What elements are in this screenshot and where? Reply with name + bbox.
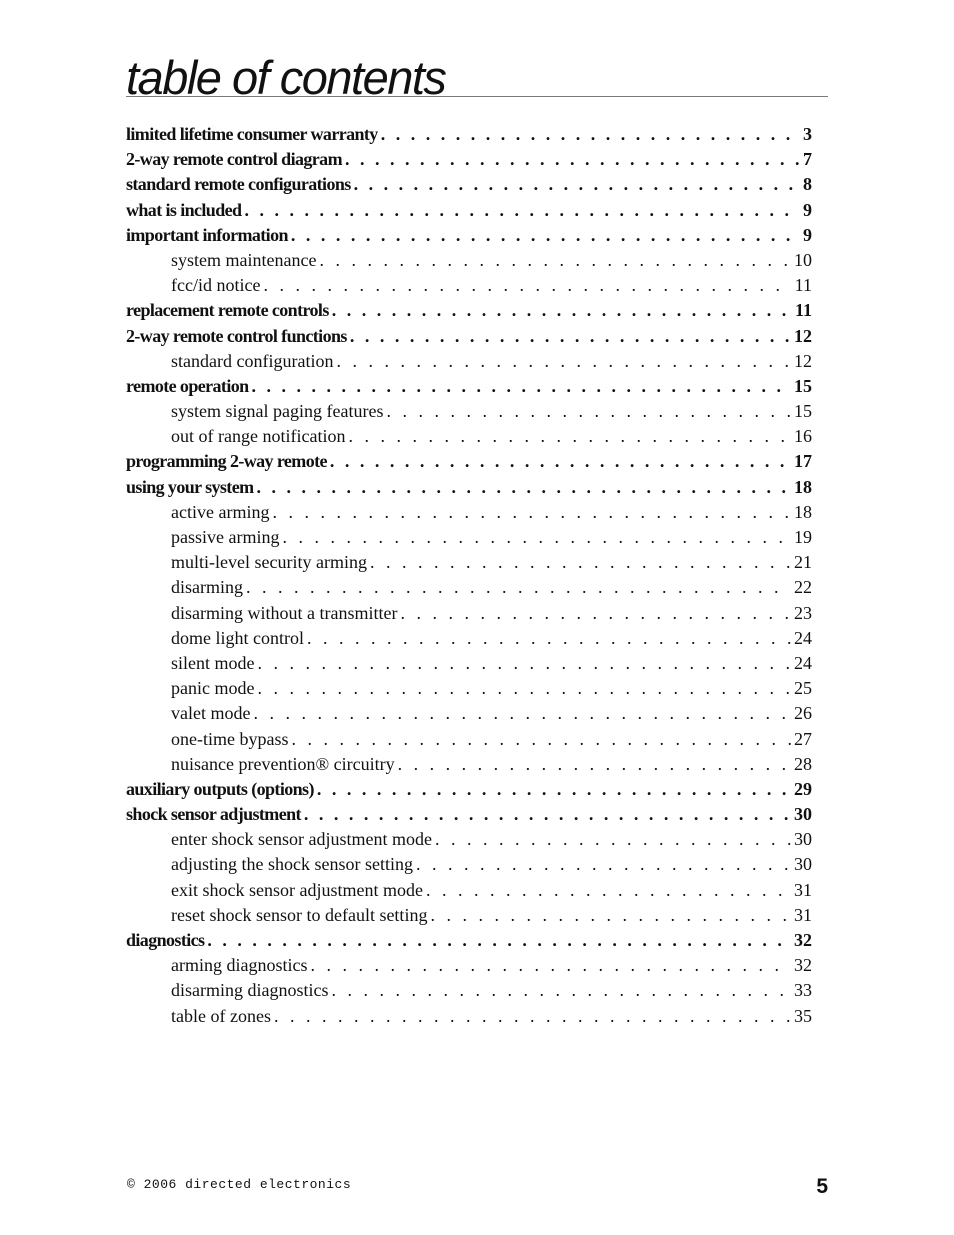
dot-leader xyxy=(304,802,791,827)
toc-entry-label: multi-level security arming xyxy=(171,552,367,573)
dot-leader xyxy=(253,701,791,726)
dot-leader xyxy=(246,575,791,600)
toc-entry-page: 31 xyxy=(794,904,812,925)
toc-entry-page: 19 xyxy=(794,527,812,547)
toc-entry-page: 18 xyxy=(794,501,812,522)
dot-leader xyxy=(282,525,791,550)
dot-leader xyxy=(317,777,791,802)
toc-entry-label: using your system xyxy=(126,476,254,497)
toc-entry-label: dome light control xyxy=(171,627,304,648)
table-of-contents xyxy=(126,122,812,1029)
toc-entry-page: 31 xyxy=(794,879,812,900)
toc-entry-2-way-remote-control-diagram[interactable] xyxy=(126,147,812,172)
toc-entry-page: 7 xyxy=(803,149,812,170)
toc-entry-reset-shock-sensor-to-default-setting[interactable] xyxy=(126,903,812,928)
dot-leader xyxy=(310,953,791,978)
toc-entry-label: 2-way remote control diagram xyxy=(126,149,342,170)
toc-entry-enter-shock-sensor-adjustment-mode[interactable] xyxy=(126,827,812,852)
toc-entry-page: 8 xyxy=(803,174,812,195)
toc-entry-page: 24 xyxy=(794,652,812,673)
toc-entry-page: 27 xyxy=(794,728,812,749)
toc-entry-page: 15 xyxy=(794,375,812,396)
dot-leader xyxy=(291,223,800,248)
toc-entry-auxiliary-outputs[interactable] xyxy=(126,777,812,802)
toc-entry-valet-mode[interactable] xyxy=(126,701,812,726)
toc-entry-label: auxiliary outputs (options) xyxy=(126,778,314,799)
toc-entry-label: silent mode xyxy=(171,652,255,673)
toc-entry-page: 9 xyxy=(803,199,812,220)
toc-entry-page: 12 xyxy=(794,325,812,346)
toc-entry-label: active arming xyxy=(171,501,270,522)
dot-leader xyxy=(398,752,791,777)
dot-leader xyxy=(257,475,792,500)
toc-entry-label: diagnostics xyxy=(126,930,205,950)
dot-leader xyxy=(370,550,791,575)
toc-entry-page: 12 xyxy=(794,350,812,371)
dot-leader xyxy=(354,172,800,197)
dot-leader xyxy=(350,324,791,349)
dot-leader xyxy=(345,147,800,172)
toc-entry-label: shock sensor adjustment xyxy=(126,804,301,825)
toc-entry-system-maintenance[interactable] xyxy=(126,248,812,273)
dot-leader xyxy=(263,273,791,298)
page-title: table of contents xyxy=(126,51,446,104)
dot-leader xyxy=(257,676,791,701)
toc-entry-page: 35 xyxy=(794,1005,812,1026)
toc-entry-using-your-system[interactable] xyxy=(126,475,812,500)
dot-leader xyxy=(252,374,791,399)
toc-entry-panic-mode[interactable] xyxy=(126,676,812,701)
toc-entry-page: 18 xyxy=(794,476,812,497)
toc-entry-page: 26 xyxy=(794,703,812,724)
toc-entry-page: 15 xyxy=(794,401,812,422)
toc-entry-label: exit shock sensor adjustment mode xyxy=(171,879,423,900)
toc-entry-label: panic mode xyxy=(171,678,255,699)
toc-entry-label: fcc/id notice xyxy=(171,275,261,296)
toc-entry-important-information[interactable] xyxy=(126,223,812,248)
toc-entry-label: table of zones xyxy=(171,1005,271,1026)
toc-entry-label: arming diagnostics xyxy=(171,955,308,976)
toc-entry-page: 25 xyxy=(794,678,812,699)
toc-entry-2-way-remote-control-functions[interactable] xyxy=(126,324,812,349)
toc-entry-page: 22 xyxy=(794,577,812,598)
toc-entry-standard-remote-configurations[interactable] xyxy=(126,172,812,197)
footer-copyright: © 2006 directed electronics xyxy=(127,1177,352,1192)
toc-entry-out-of-range-notification[interactable] xyxy=(126,424,812,449)
toc-entry-label: enter shock sensor adjustment mode xyxy=(171,829,432,850)
toc-entry-what-is-included[interactable] xyxy=(126,198,812,223)
toc-entry-page: 21 xyxy=(794,552,812,573)
toc-entry-label: adjusting the shock sensor setting xyxy=(171,854,413,875)
toc-entry-nuisance-prevention-circuitry[interactable] xyxy=(126,752,812,777)
toc-entry-diagnostics[interactable] xyxy=(126,928,812,953)
toc-entry-label: what is included xyxy=(126,199,242,220)
toc-entry-disarming-without-a-transmitter[interactable] xyxy=(126,601,812,626)
toc-entry-page: 16 xyxy=(794,426,812,447)
toc-entry-table-of-zones[interactable] xyxy=(126,1004,812,1029)
dot-leader xyxy=(332,298,792,323)
toc-entry-adjusting-the-shock-sensor-setting[interactable] xyxy=(126,852,812,877)
toc-entry-label: 2-way remote control functions xyxy=(126,325,347,346)
title-rule xyxy=(126,96,828,97)
toc-entry-one-time-bypass[interactable] xyxy=(126,727,812,752)
toc-entry-page: 32 xyxy=(794,955,812,976)
toc-entry-system-signal-paging-features[interactable] xyxy=(126,399,812,424)
dot-leader xyxy=(330,449,791,474)
toc-entry-page: 10 xyxy=(794,249,812,270)
toc-entry-label: programming 2-way remote xyxy=(126,451,327,472)
toc-entry-page: 11 xyxy=(794,275,812,296)
toc-entry-page: 3 xyxy=(803,124,812,144)
toc-entry-label: disarming diagnostics xyxy=(171,980,329,1001)
toc-entry-standard-configuration[interactable] xyxy=(126,349,812,374)
dot-leader xyxy=(274,1004,791,1029)
toc-entry-page: 32 xyxy=(794,930,812,950)
page-number: 5 xyxy=(816,1175,828,1198)
toc-entry-page: 23 xyxy=(794,602,812,623)
dot-leader xyxy=(336,349,791,374)
toc-entry-page: 17 xyxy=(794,451,812,472)
toc-entry-label: disarming without a transmitter xyxy=(171,602,398,623)
dot-leader xyxy=(307,626,791,651)
toc-entry-label: standard configuration xyxy=(171,350,334,371)
dot-leader xyxy=(430,903,791,928)
toc-entry-dome-light-control[interactable] xyxy=(126,626,812,651)
toc-entry-label: out of range notification xyxy=(171,426,346,447)
dot-leader xyxy=(435,827,791,852)
dot-leader xyxy=(400,601,791,626)
toc-entry-label: limited lifetime consumer warranty xyxy=(126,124,378,144)
toc-entry-disarming[interactable] xyxy=(126,575,812,600)
toc-entry-label: system signal paging features xyxy=(171,401,384,422)
dot-leader xyxy=(381,122,800,147)
toc-entry-label: valet mode xyxy=(171,703,251,724)
toc-entry-label: passive arming xyxy=(171,527,280,547)
toc-entry-page: 29 xyxy=(794,778,812,799)
toc-entry-page: 33 xyxy=(794,980,812,1001)
dot-leader xyxy=(258,651,792,676)
toc-entry-label: reset shock sensor to default setting xyxy=(171,904,428,925)
toc-entry-label: nuisance prevention® circuitry xyxy=(171,753,395,774)
toc-entry-remote-operation[interactable] xyxy=(126,374,812,399)
toc-entry-limited-lifetime-consumer-warranty[interactable] xyxy=(126,122,812,147)
toc-entry-passive-arming[interactable] xyxy=(126,525,812,550)
dot-leader xyxy=(272,500,791,525)
toc-entry-exit-shock-sensor-adjustment-mode[interactable] xyxy=(126,878,812,903)
dot-leader xyxy=(291,727,791,752)
dot-leader xyxy=(331,978,791,1003)
toc-entry-arming-diagnostics[interactable] xyxy=(126,953,812,978)
toc-entry-page: 9 xyxy=(803,224,812,245)
toc-entry-label: disarming xyxy=(171,577,243,598)
toc-entry-multi-level-security-arming[interactable] xyxy=(126,550,812,575)
toc-entry-page: 11 xyxy=(794,300,812,321)
toc-entry-disarming-diagnostics[interactable] xyxy=(126,978,812,1003)
dot-leader xyxy=(244,198,800,223)
toc-entry-fcc-id-notice[interactable] xyxy=(126,273,812,298)
toc-entry-shock-sensor-adjustment[interactable] xyxy=(126,802,812,827)
toc-entry-page: 24 xyxy=(794,627,812,648)
toc-entry-label: standard remote configurations xyxy=(126,174,351,195)
dot-leader xyxy=(207,928,791,953)
toc-entry-label: one-time bypass xyxy=(171,728,289,749)
toc-entry-active-arming[interactable] xyxy=(126,500,812,525)
toc-entry-page: 28 xyxy=(794,753,812,774)
dot-leader xyxy=(426,878,791,903)
toc-entry-page: 30 xyxy=(794,854,812,875)
toc-entry-label: important information xyxy=(126,224,288,245)
toc-entry-label: replacement remote controls xyxy=(126,300,329,321)
toc-entry-label: system maintenance xyxy=(171,249,317,270)
dot-leader xyxy=(416,852,791,877)
toc-entry-page: 30 xyxy=(794,804,812,825)
toc-entry-silent-mode[interactable] xyxy=(126,651,812,676)
dot-leader xyxy=(348,424,791,449)
toc-entry-label: remote operation xyxy=(126,375,249,396)
toc-entry-programming-2-way-remote[interactable] xyxy=(126,449,812,474)
toc-entry-page: 30 xyxy=(794,829,812,850)
dot-leader xyxy=(386,399,791,424)
dot-leader xyxy=(319,248,791,273)
toc-entry-replacement-remote-controls[interactable] xyxy=(126,298,812,323)
